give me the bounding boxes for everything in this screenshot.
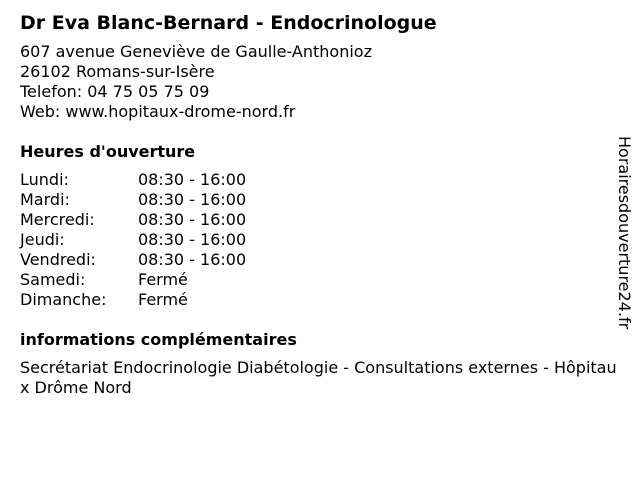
hours-time: Fermé	[138, 290, 188, 309]
web-line: Web: www.hopitaux-drome-nord.fr	[20, 102, 296, 121]
hours-row-saturday	[20, 270, 600, 290]
hours-time: Fermé	[138, 270, 188, 289]
address-line-2: 26102 Romans-sur-Isère	[20, 62, 215, 81]
hours-row-friday	[20, 250, 600, 270]
hours-time: 08:30 - 16:00	[138, 190, 247, 209]
hours-row-thursday	[20, 230, 600, 250]
hours-time: 08:30 - 16:00	[138, 170, 247, 189]
opening-hours-heading: Heures d'ouverture	[20, 142, 196, 161]
address-line-1: 607 avenue Geneviève de Gaulle-Anthonioz	[20, 42, 372, 61]
hours-time: 08:30 - 16:00	[138, 230, 247, 249]
phone-line: Telefon: 04 75 05 75 09	[20, 82, 210, 101]
hours-day: Mardi:	[20, 190, 70, 209]
site-watermark: Horairesdouverture24.fr	[615, 136, 634, 330]
hours-row-sunday	[20, 290, 600, 310]
hours-day: Mercredi:	[20, 210, 95, 229]
hours-day: Vendredi:	[20, 250, 96, 269]
hours-day: Jeudi:	[20, 230, 65, 249]
hours-row-wednesday	[20, 210, 600, 230]
hours-row-tuesday	[20, 190, 600, 210]
hours-day: Lundi:	[20, 170, 69, 189]
hours-row-monday	[20, 170, 600, 190]
additional-info-text: Secrétariat Endocrinologie Diabétologie - Consultations externes - Hôpitaux Drôme Nord	[20, 358, 617, 397]
content	[20, 10, 617, 398]
hours-time: 08:30 - 16:00	[138, 210, 247, 229]
hours-time: 08:30 - 16:00	[138, 250, 247, 269]
hours-day: Samedi:	[20, 270, 86, 289]
hours-day: Dimanche:	[20, 290, 107, 309]
page-title: Dr Eva Blanc-Bernard - Endocrinologue	[20, 12, 437, 34]
additional-info-heading: informations complémentaires	[20, 330, 297, 349]
opening-hours-table	[20, 170, 600, 310]
